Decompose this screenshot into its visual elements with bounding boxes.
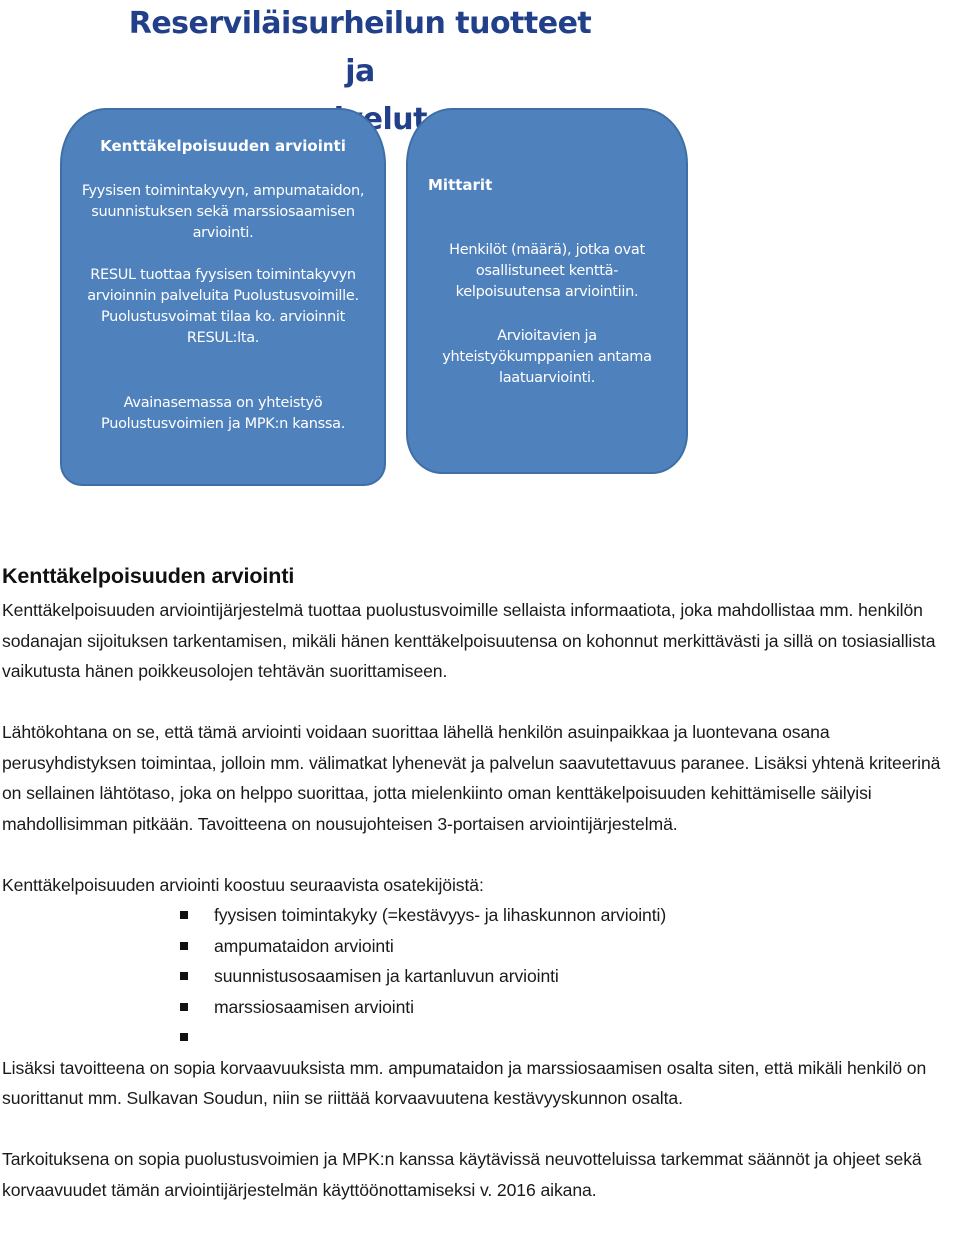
list-item: ampumataidon arviointi xyxy=(180,931,960,962)
metrics-panel xyxy=(406,108,688,474)
assessment-panel-text: Fyysisen toimintakyvyn, ampumataidon, suunnistuksen sekä marssiosaamisen arviointi. xyxy=(81,183,365,241)
list-item: suunnistusosaamisen ja kartanluvun arviointi xyxy=(180,961,960,992)
diagram-title-line1: Reserviläisurheilun tuotteet ja xyxy=(128,6,592,89)
paragraph-gap xyxy=(2,687,960,718)
list-item-empty xyxy=(180,1022,960,1053)
components-list xyxy=(2,900,960,1053)
paragraph-purpose: Kenttäkelpoisuuden arviointijärjestelmä tuottaa puolustusvoimille sellaista informaatiota, joka mahdollistaa mm. henkilön sodanajan sijoituksen tarkentamisen, mikäli hänen kenttäkelpoisuutensa on kohonnut merkittävästi ja sillä on tosiasiallista vaikutusta hänen poikkeusolojen tehtävän suorittamiseen. xyxy=(2,600,936,681)
section-title: Kenttäkelpoisuuden arviointi xyxy=(2,564,295,588)
assessment-panel-heading: Kenttäkelpoisuuden arviointi xyxy=(100,137,346,155)
list-item: fyysisen toimintakyky (=kestävyys- ja lihaskunnon arviointi) xyxy=(180,900,960,931)
list-intro: Kenttäkelpoisuuden arviointi koostuu seuraavista osatekijöistä: xyxy=(2,874,484,895)
document-body xyxy=(2,558,960,1205)
assessment-panel xyxy=(60,108,386,486)
assessment-panel-text: Avainasemassa on yhteistyö Puolustusvoimien ja MPK:n kanssa. xyxy=(101,395,345,432)
paragraph-negotiations: Tarkoituksena on sopia puolustusvoimien ja MPK:n kanssa käytävissä neuvotteluissa tarkemmat säännöt ja ohjeet sekä korvaavuudet tämän arviointijärjestelmän käyttöönottamiseksi v. 2016 aikana. xyxy=(2,1149,922,1200)
list-item: marssiosaamisen arviointi xyxy=(180,992,960,1023)
metrics-panel-text: Arvioitavien ja yhteistyökumppanien antama laatuarviointi. xyxy=(442,328,652,386)
paragraph-gap xyxy=(2,839,960,870)
assessment-panel-text: RESUL tuottaa fyysisen toimintakyvyn arvioinnin palveluita Puolustusvoimille. Puolustusvoimat tilaa ko. arvioinnit RESUL:lta. xyxy=(87,267,359,346)
metrics-panel-heading: Mittarit xyxy=(428,176,493,194)
paragraph-starting-point: Lähtökohtana on se, että tämä arviointi voidaan suorittaa lähellä henkilön asuinpaikkaa ja luontevana osana perusyhdistyksen toimintaa, jolloin mm. välimatkat lyhenevät ja palvelun saavutettavuus paranee. Lisäksi yhtenä kriteerinä on sellainen lähtötaso, joka on helppo suorittaa, jotta mielenkiinto oman kenttäkelpoisuuden kehittämiselle säilyisi mahdollisimman pitkään. Tavoitteena on nousujohteisen 3-portaisen arviointijärjestelmä. xyxy=(2,722,941,834)
paragraph-gap xyxy=(2,1114,960,1145)
paragraph-equivalences: Lisäksi tavoitteena on sopia korvaavuuksista mm. ampumataidon ja marssiosaamisen osalta siten, että mikäli henkilö on suorittanut mm. Sulkavan Soudun, niin se riittää korvaavuutena kestävyyskunnon osalta. xyxy=(2,1057,927,1108)
metrics-panel-text: Henkilöt (määrä), jotka ovat osallistuneet kenttä-kelpoisuutensa arviointiin. xyxy=(449,242,645,300)
